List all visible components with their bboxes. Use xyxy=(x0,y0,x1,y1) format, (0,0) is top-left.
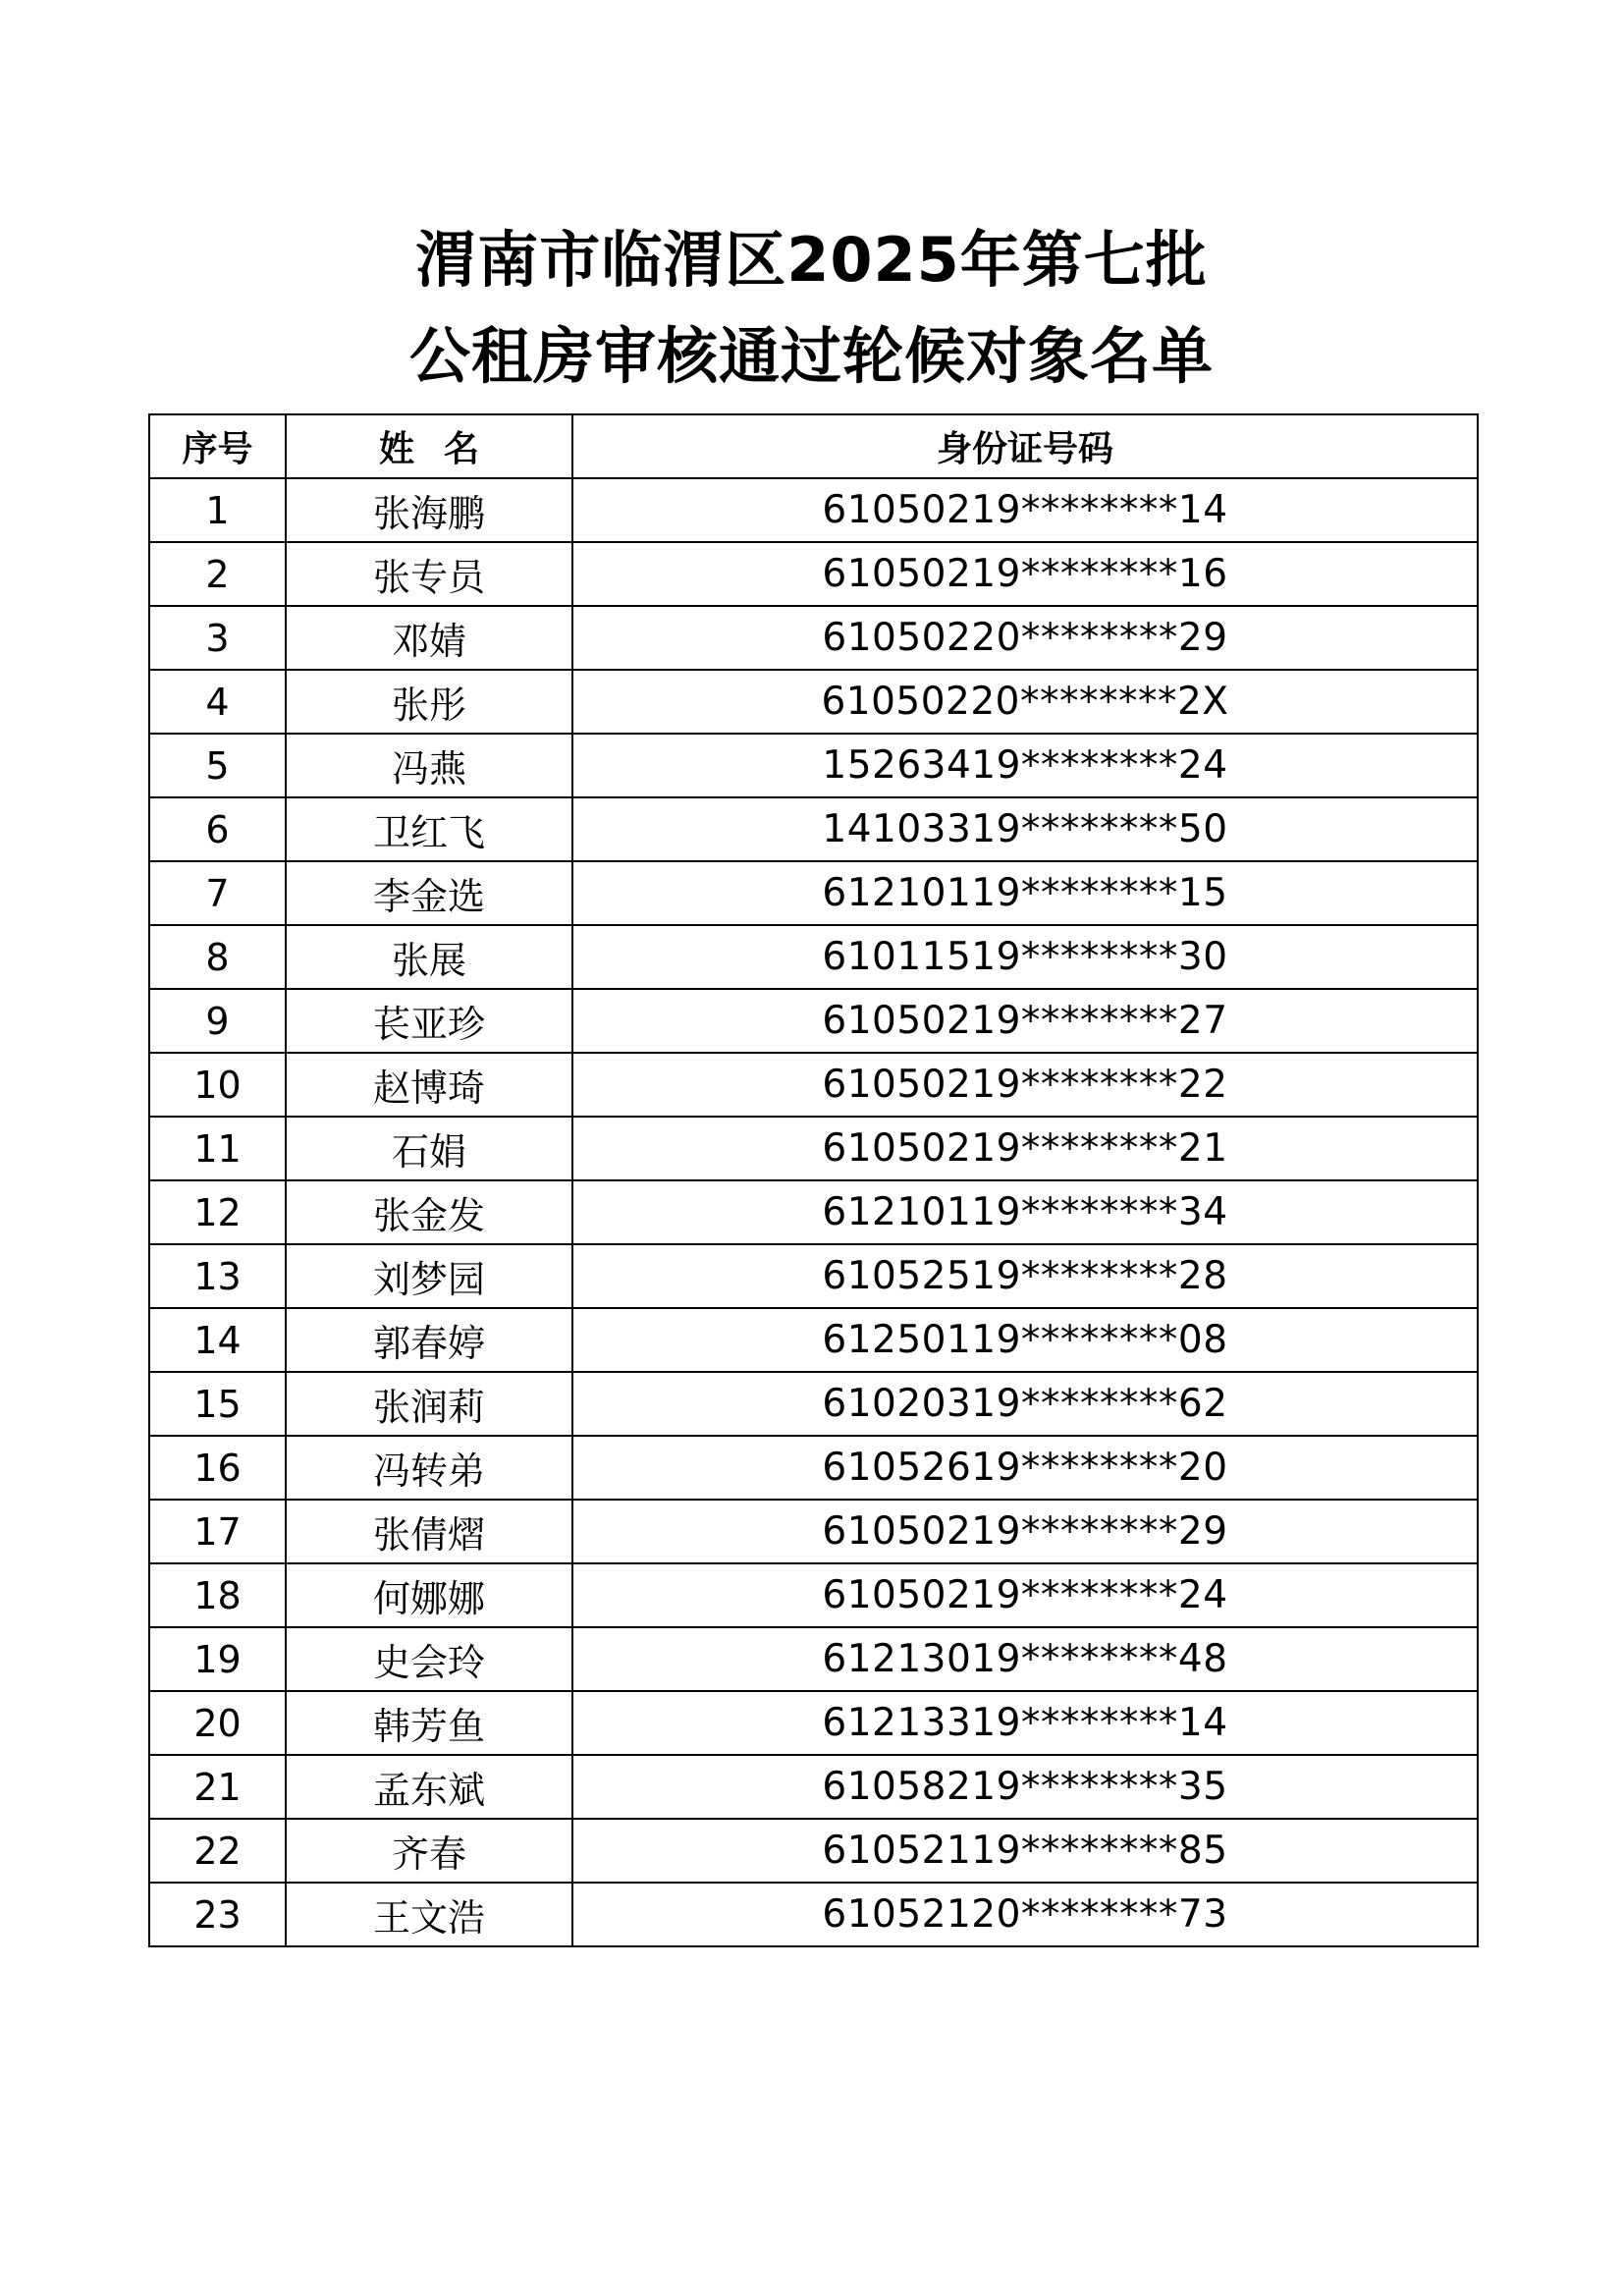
row-id: 61213019********48 xyxy=(572,1627,1478,1691)
table-row xyxy=(149,1117,1478,1180)
row-name: 齐春 xyxy=(286,1819,572,1883)
table-row xyxy=(149,1563,1478,1627)
row-no: 10 xyxy=(149,1053,286,1117)
row-id: 61050219********24 xyxy=(572,1563,1478,1627)
table-row xyxy=(149,1180,1478,1244)
table-row xyxy=(149,542,1478,606)
row-no: 15 xyxy=(149,1372,286,1436)
row-no: 12 xyxy=(149,1180,286,1244)
row-no: 17 xyxy=(149,1500,286,1563)
row-name: 冯燕 xyxy=(286,734,572,797)
row-no: 21 xyxy=(149,1755,286,1819)
row-name: 韩芳鱼 xyxy=(286,1691,572,1755)
row-name: 张倩熠 xyxy=(286,1500,572,1563)
row-no: 14 xyxy=(149,1308,286,1372)
table-row xyxy=(149,989,1478,1053)
row-name: 郭春婷 xyxy=(286,1308,572,1372)
row-no: 19 xyxy=(149,1627,286,1691)
table-row xyxy=(149,670,1478,734)
row-name: 何娜娜 xyxy=(286,1563,572,1627)
row-name: 孟东斌 xyxy=(286,1755,572,1819)
row-no: 1 xyxy=(149,478,286,542)
row-id: 61058219********35 xyxy=(572,1755,1478,1819)
row-no: 9 xyxy=(149,989,286,1053)
table-row xyxy=(149,1819,1478,1883)
table-body xyxy=(149,478,1478,1946)
table-row xyxy=(149,1755,1478,1819)
table-row xyxy=(149,1627,1478,1691)
row-id: 61020319********62 xyxy=(572,1372,1478,1436)
row-no: 16 xyxy=(149,1436,286,1500)
row-id: 61050220********2X xyxy=(572,670,1478,734)
row-name: 李金选 xyxy=(286,861,572,925)
table-row xyxy=(149,1883,1478,1946)
row-no: 5 xyxy=(149,734,286,797)
row-id: 61050219********22 xyxy=(572,1053,1478,1117)
table-row xyxy=(149,1308,1478,1372)
table-row xyxy=(149,1436,1478,1500)
row-name: 张润莉 xyxy=(286,1372,572,1436)
row-id: 61052120********73 xyxy=(572,1883,1478,1946)
header-no: 序号 xyxy=(149,414,286,478)
row-id: 61052519********28 xyxy=(572,1244,1478,1308)
row-name: 赵博琦 xyxy=(286,1053,572,1117)
table-row xyxy=(149,861,1478,925)
row-no: 11 xyxy=(149,1117,286,1180)
row-name: 史会玲 xyxy=(286,1627,572,1691)
row-id: 61050219********27 xyxy=(572,989,1478,1053)
row-id: 61050219********21 xyxy=(572,1117,1478,1180)
row-no: 6 xyxy=(149,797,286,861)
table-row xyxy=(149,925,1478,989)
row-no: 7 xyxy=(149,861,286,925)
row-no: 13 xyxy=(149,1244,286,1308)
table-row xyxy=(149,734,1478,797)
row-name: 刘梦园 xyxy=(286,1244,572,1308)
table-row xyxy=(149,1691,1478,1755)
header-id: 身份证号码 xyxy=(572,414,1478,478)
row-id: 61050219********16 xyxy=(572,542,1478,606)
row-id: 15263419********24 xyxy=(572,734,1478,797)
table-row xyxy=(149,1244,1478,1308)
table-row xyxy=(149,797,1478,861)
row-no: 3 xyxy=(149,606,286,670)
table-row xyxy=(149,606,1478,670)
waitlist-table xyxy=(148,413,1479,1947)
row-id: 61210119********15 xyxy=(572,861,1478,925)
row-id: 61210119********34 xyxy=(572,1180,1478,1244)
row-no: 23 xyxy=(149,1883,286,1946)
table-row xyxy=(149,1372,1478,1436)
row-no: 8 xyxy=(149,925,286,989)
row-name: 石娟 xyxy=(286,1117,572,1180)
row-name: 张海鹏 xyxy=(286,478,572,542)
row-name: 冯转弟 xyxy=(286,1436,572,1500)
row-no: 22 xyxy=(149,1819,286,1883)
row-name: 苌亚珍 xyxy=(286,989,572,1053)
row-id: 61052619********20 xyxy=(572,1436,1478,1500)
row-id: 61050219********29 xyxy=(572,1500,1478,1563)
table-header-row xyxy=(149,414,1478,478)
row-name: 张专员 xyxy=(286,542,572,606)
table-row xyxy=(149,478,1478,542)
row-name: 张展 xyxy=(286,925,572,989)
row-name: 张彤 xyxy=(286,670,572,734)
table-row xyxy=(149,1053,1478,1117)
row-id: 61011519********30 xyxy=(572,925,1478,989)
row-no: 2 xyxy=(149,542,286,606)
row-name: 邓婧 xyxy=(286,606,572,670)
row-id: 61052119********85 xyxy=(572,1819,1478,1883)
table-row xyxy=(149,1500,1478,1563)
row-name: 卫红飞 xyxy=(286,797,572,861)
row-id: 61213319********14 xyxy=(572,1691,1478,1755)
row-no: 4 xyxy=(149,670,286,734)
header-name: 姓名 xyxy=(286,414,572,478)
row-id: 61050220********29 xyxy=(572,606,1478,670)
row-no: 18 xyxy=(149,1563,286,1627)
row-name: 王文浩 xyxy=(286,1883,572,1946)
document-title-line2: 公租房审核通过轮候对象名单 xyxy=(408,320,1214,392)
row-no: 20 xyxy=(149,1691,286,1755)
row-name: 张金发 xyxy=(286,1180,572,1244)
row-id: 14103319********50 xyxy=(572,797,1478,861)
row-id: 61250119********08 xyxy=(572,1308,1478,1372)
row-id: 61050219********14 xyxy=(572,478,1478,542)
document-title-line1: 渭南市临渭区2025年第七批 xyxy=(415,224,1208,296)
